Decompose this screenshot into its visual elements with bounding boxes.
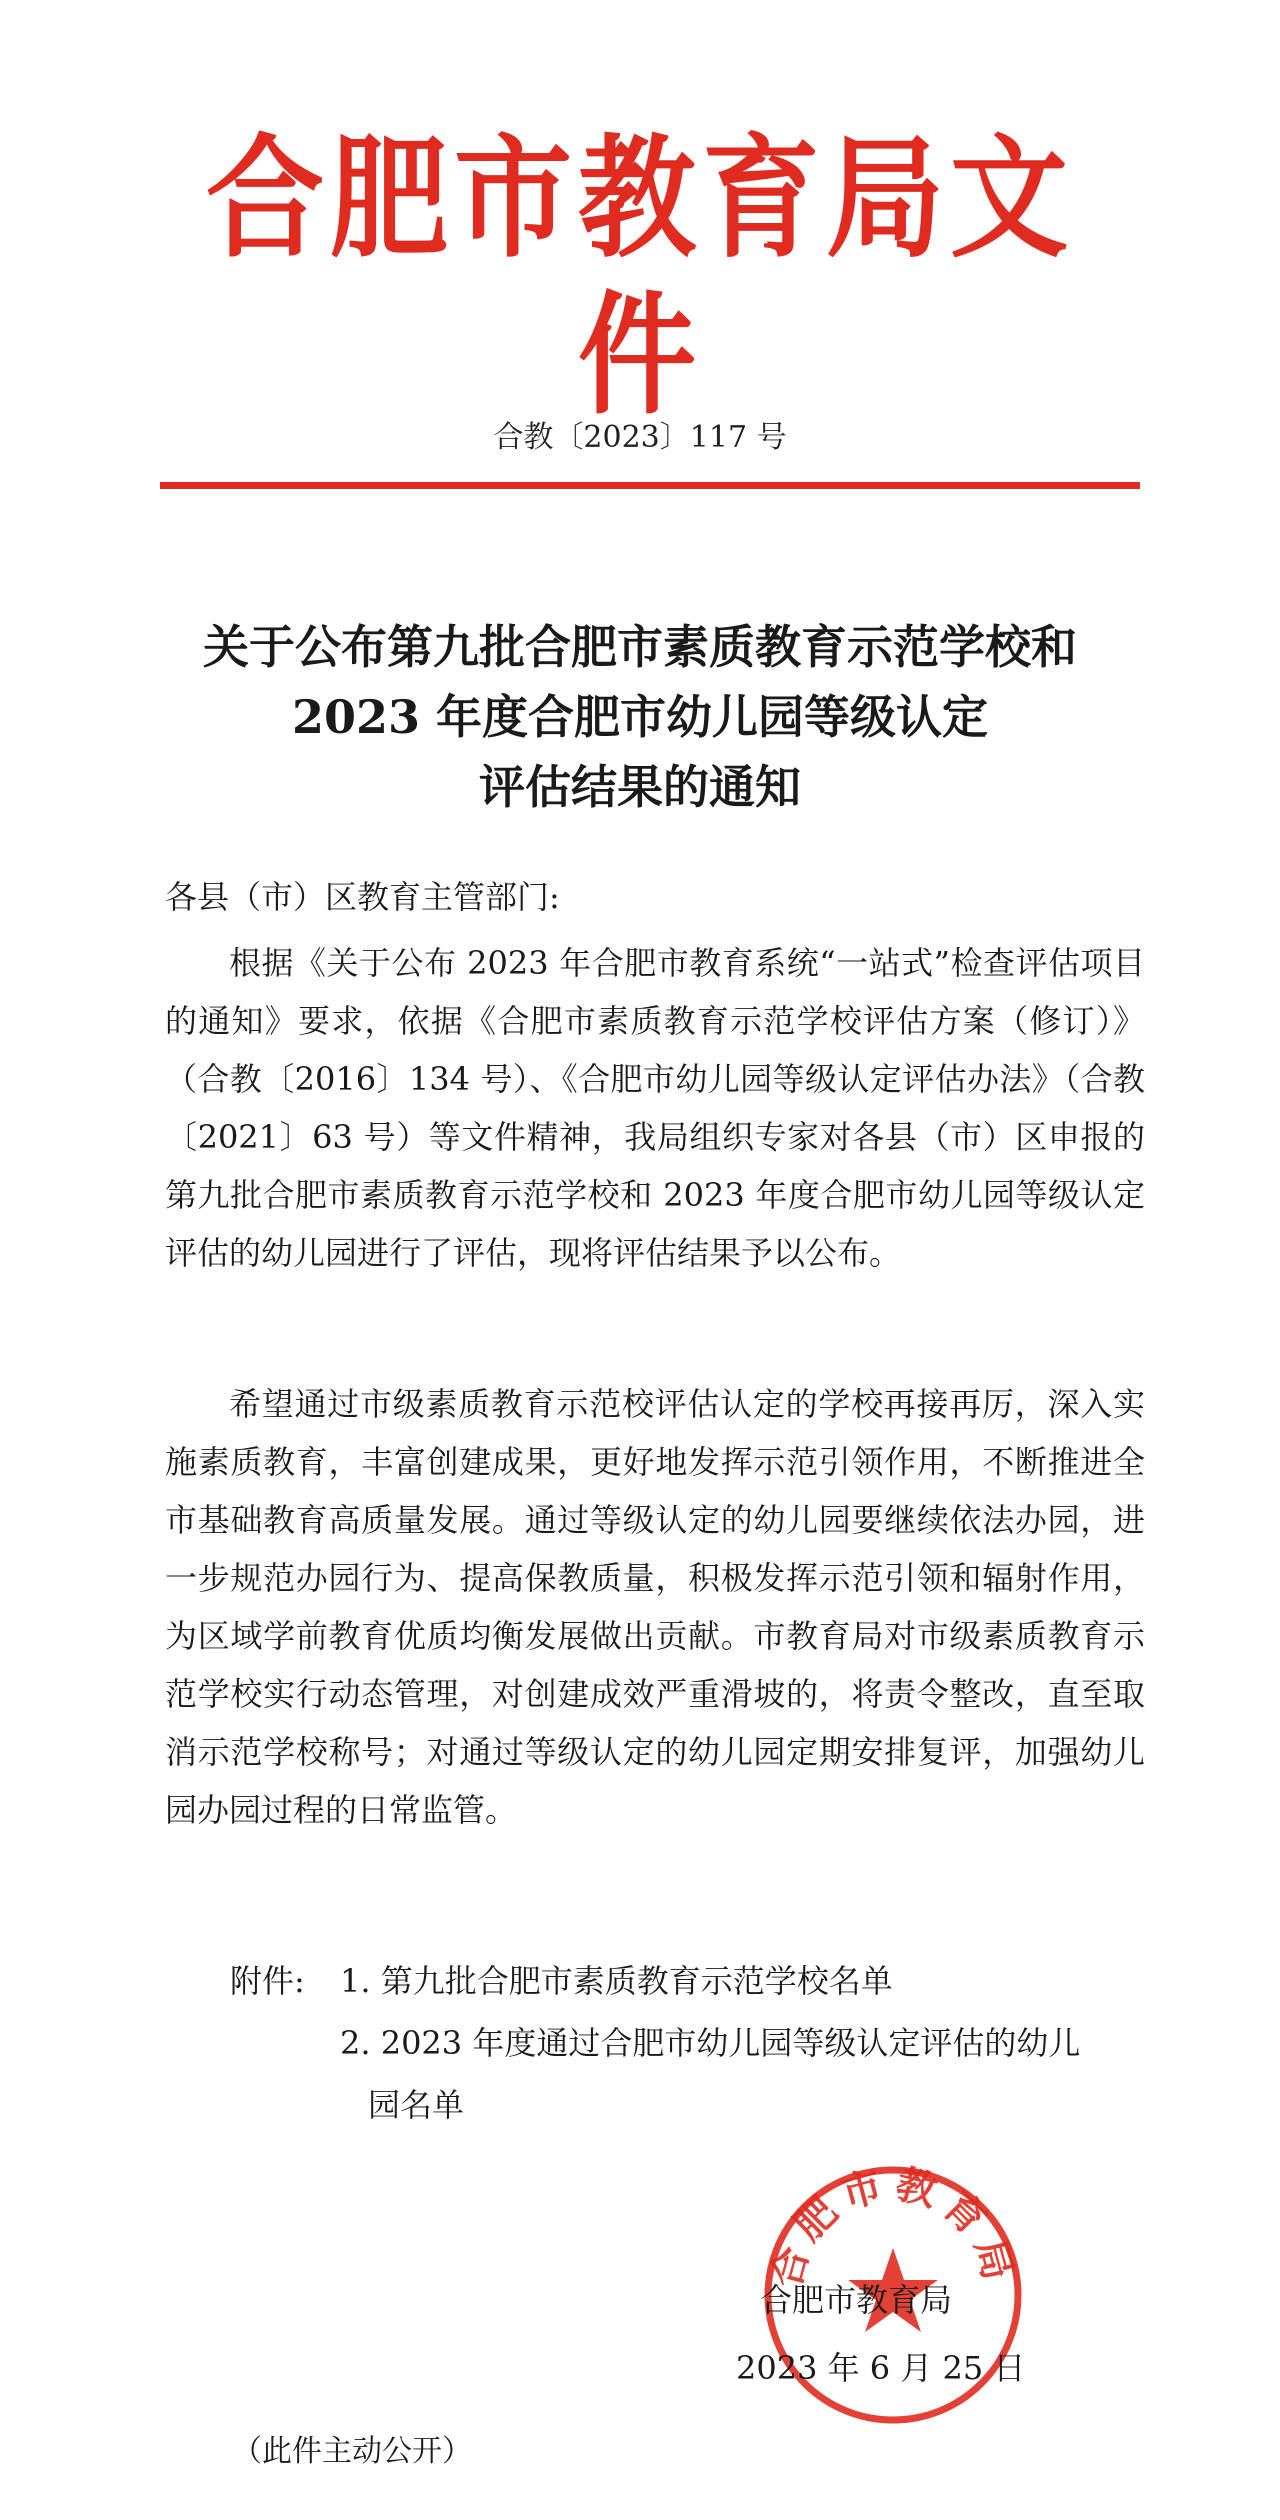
attachments-list — [230, 1950, 1160, 2136]
attachment-row-1 — [230, 1950, 1160, 2012]
attachment-item-2-line-2: 园名单 — [368, 2086, 465, 2124]
signer-name: 合肥市教育局 — [760, 2281, 953, 2319]
attachment-item-1: 1. 第九批合肥市素质教育示范学校名单 — [340, 1962, 893, 2000]
attachment-item-2 — [230, 2012, 1160, 2136]
attachments-label: 附件: — [230, 1962, 305, 2000]
attachment-item-2-line-1: 2. 2023 年度通过合肥市幼儿园等级认定评估的幼儿 — [340, 2024, 1081, 2062]
signing-date: 2023 年 6 月 25 日 — [736, 2349, 1026, 2387]
red-divider-line — [160, 482, 1140, 489]
document-number: 合教〔2023〕117 号 — [493, 420, 787, 455]
disclosure-note: （此件主动公开） — [232, 2434, 472, 2469]
seal-text: 合肥市教育局 — [763, 2161, 1023, 2293]
title-line-2: 2023 年度合肥市幼儿园等级认定 — [291, 690, 989, 744]
body-paragraph-2: 希望通过市级素质教育示范校评估认定的学校再接再厉，深入实施素质教育，丰富创建成果，更好地发挥示范引领作用，不断推进全市基础教育高质量发展。通过等级认定的幼儿园要继续依法办园，进一步规范办园行为、提高保教质量，积极发挥示范引领和辐射作用，为区域学前教育优质均衡发展做出贡献。市教育局对市级素质教育示范学校实行动态管理，对创建成效严重滑坡的，将责令整改，直至取消示范学校称号；对通过等级认定的幼儿园定期安排复评，加强幼儿园办园过程的日常监管。 — [165, 1385, 1145, 1829]
title-line-1: 关于公布第九批合肥市素质教育示范学校和 — [203, 620, 1077, 674]
salutation: 各县（市）区教育主管部门: — [165, 878, 560, 916]
document-title — [120, 612, 1160, 822]
body-paragraph-1: 根据《关于公布 2023 年合肥市教育系统“一站式”检查评估项目的通知》要求，依据《合肥市素质教育示范学校评估方案（修订）》（合教〔2016〕134 号）、《合肥市幼儿园等级认定评估办法》（合教〔2021〕63 号）等文件精神，我局组织专家对各县（市）区申报的第九批合肥市素质教育示范学校和 2023 年度合肥市幼儿园等级认定评估的幼儿园进行了评估，现将评估结果予以公布。 — [165, 944, 1145, 1272]
title-line-3: 评估结果的通知 — [479, 760, 801, 814]
issuer-header-title: 合肥市教育局文件 — [205, 120, 1074, 433]
